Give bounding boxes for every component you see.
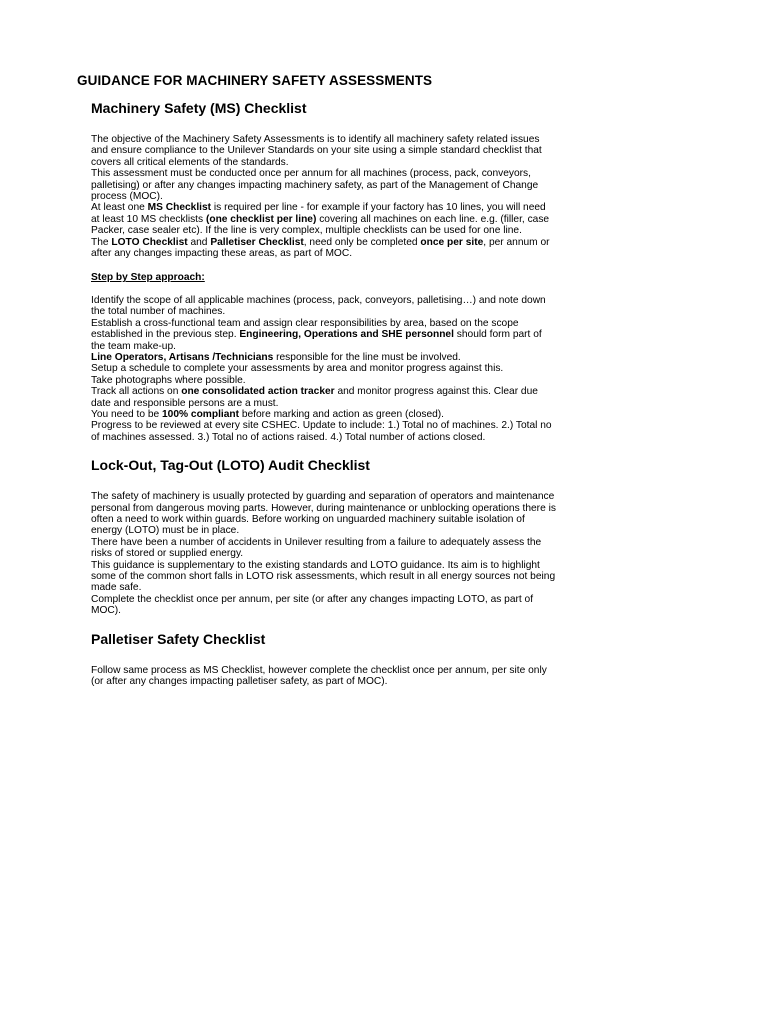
palletiser-heading: Palletiser Safety Checklist <box>91 630 266 647</box>
text-run: Track all actions on <box>91 386 182 398</box>
text-run: Establish a cross-functional team and assign clear responsibilities by area, based on the scope established in the previous step. <box>91 317 519 341</box>
step-item: Progress to be reviewed at every site CSHEC. Update to include: 1.) Total no of machines. 2.) Total no of machines assessed. 3.) Total no of actions raised. 4.) Total number of actions closed. <box>91 420 552 443</box>
palletiser-section <box>91 630 556 688</box>
palletiser-paragraph: Follow same process as MS Checklist, however complete the checklist once per annum, per site only (or after any changes impacting palletiser safety, as part of MOC). <box>91 664 547 688</box>
text-run-bold: LOTO Checklist <box>111 236 188 248</box>
text-run: responsible for the line must be involved. <box>273 351 461 363</box>
text-run: and <box>187 236 211 248</box>
text-run: The <box>91 236 112 248</box>
text-run: before marking and action as green (closed). <box>239 408 445 420</box>
loto-paragraph: This guidance is supplementary to the existing standards and LOTO guidance. Its aim is to highlight some of the common short falls in LOTO risk assessments, which result in all energy sources not being made safe. <box>91 559 556 594</box>
text-run-bold: 100% compliant <box>162 408 240 420</box>
step-item: Identify the scope of all applicable machines (process, pack, conveyors, palletising…) and note down the total number of machines. <box>91 294 546 318</box>
step-item <box>91 352 556 363</box>
loto-paragraph: The safety of machinery is usually protected by guarding and separation of operators and maintenance personal from dangerous moving parts. However, during maintenance or unblocking operations there is often a need to work within guards. Before working on unguarded machinery suitable isolation of energy (LOTO) must be in place. <box>91 491 556 537</box>
ms-intro <box>91 134 556 259</box>
loto-paragraph: Complete the checklist once per annum, per site (or after any changes impacting LOTO, as part of MOC). <box>91 593 534 617</box>
document-title: GUIDANCE FOR MACHINERY SAFETY ASSESSMENTS <box>77 73 433 88</box>
text-run: covering all machines on each line. e.g. (filler, case Packer, case sealer etc). If the line is very complex, multiple checklists can be used for one line. <box>91 213 550 237</box>
text-run: and monitor progress against this. Clear due date and responsible persons are a must. <box>91 386 538 409</box>
loto-body <box>91 491 556 616</box>
ms-paragraph-loto-palletiser <box>91 237 556 260</box>
step-item <box>91 318 556 352</box>
loto-paragraph: There have been a number of accidents in Unilever resulting from a failure to adequately assess the risks of stored or supplied energy. <box>91 536 542 560</box>
text-run: , need only be completed <box>303 236 421 248</box>
text-run: is required per line - for example if your factory has 10 lines, you will need at least 10 MS checklists <box>91 202 546 225</box>
text-run: You need to be <box>91 408 163 420</box>
text-run-bold: Line Operators, Artisans /Technicians <box>91 351 274 363</box>
text-run-bold: one consolidated action tracker <box>181 386 335 398</box>
ms-paragraph-objective: The objective of the Machinery Safety Assessments is to identify all machinery safety related issues and ensure compliance to the Unilever Standards on your site using a simple standard checklist that covers all critical elements of the standards. <box>91 134 542 168</box>
step-item: Setup a schedule to complete your assessments by area and monitor progress against this. <box>91 363 504 375</box>
loto-section <box>91 456 556 616</box>
ms-paragraph-frequency: This assessment must be conducted once per annum for all machines (process, pack, conveyors, palletising) or after any changes impacting machinery safety, as part of the Management of Change process (MOC). <box>91 168 539 203</box>
loto-heading: Lock-Out, Tag-Out (LOTO) Audit Checklist <box>91 457 370 474</box>
text-run-bold: (one checklist per line) <box>205 213 317 225</box>
ms-section <box>91 99 556 443</box>
step-item <box>91 409 556 420</box>
text-run-bold: Palletiser Checklist <box>210 236 304 248</box>
text-run-bold: once per site <box>420 236 484 248</box>
ms-paragraph-per-line <box>91 202 556 236</box>
document-body <box>91 99 556 687</box>
text-run: , per annum or after any changes impacting these areas, as part of MOC. <box>91 236 550 260</box>
text-run: should form part of the team make-up. <box>91 329 542 352</box>
step-item <box>91 386 556 409</box>
text-run-bold: Engineering, Operations and SHE personnel <box>239 329 454 341</box>
step-item: Take photographs where possible. <box>91 374 246 386</box>
text-run: At least one <box>91 202 148 214</box>
text-run-bold: MS Checklist <box>147 202 212 214</box>
ms-heading: Machinery Safety (MS) Checklist <box>91 100 307 116</box>
step-by-step-heading: Step by Step approach: <box>91 272 205 284</box>
step-list <box>91 295 556 443</box>
